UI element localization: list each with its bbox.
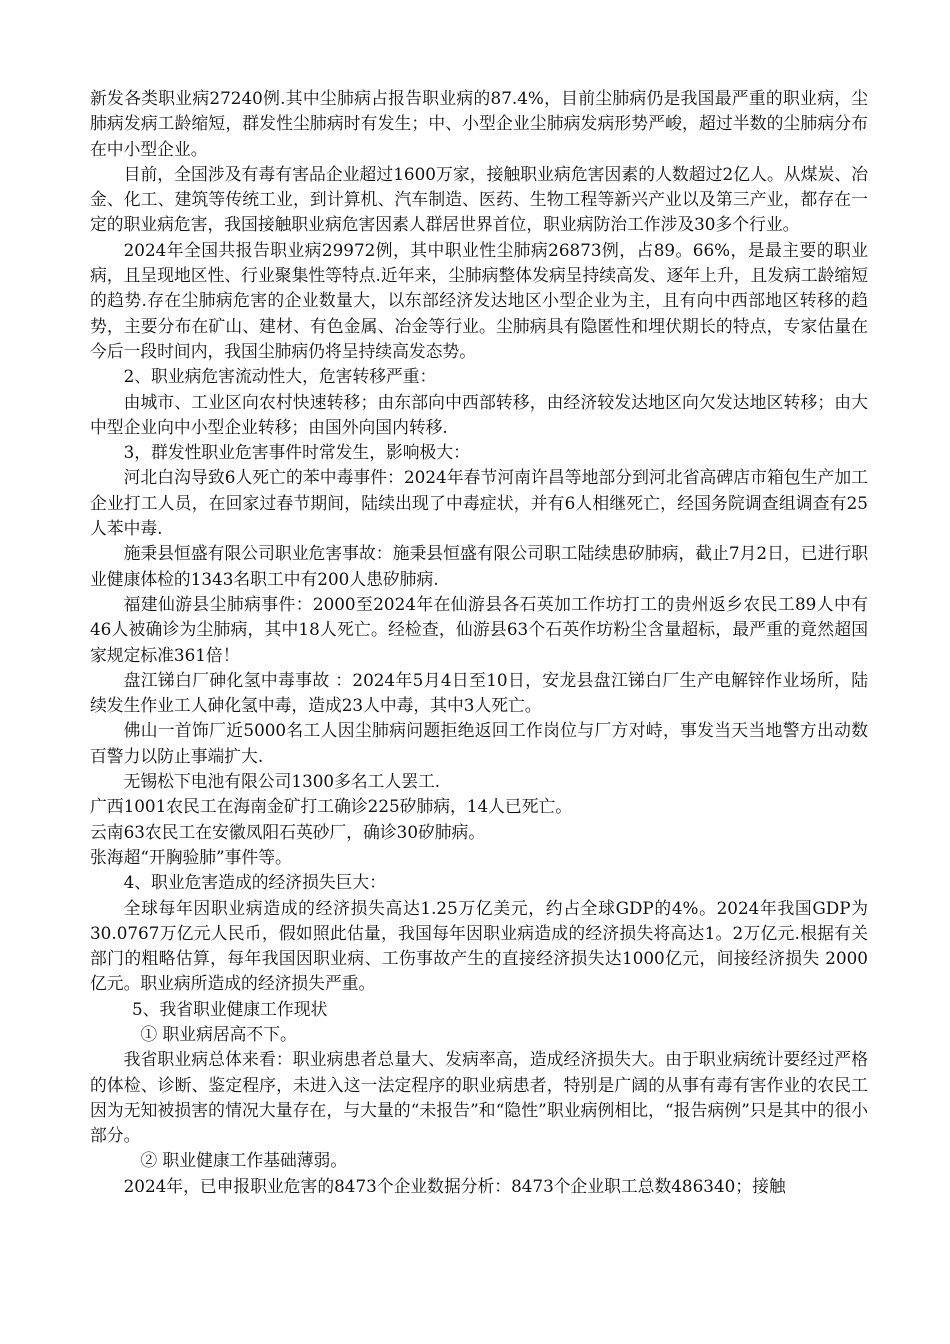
paragraph-hazard-transfer: 由城市、工业区向农村快速转移；由东部向中西部转移，由经济较发达地区向欠发达地区转移；由大中型企业向中小型企业转移；由国外向国内转移. bbox=[90, 391, 868, 437]
heading-province-status: 5、我省职业健康工作现状 bbox=[132, 998, 328, 1019]
paragraph-province-overview: 我省职业病总体来看：职业病患者总量大、发病率高，造成经济损失大。由于职业病统计要经过严格的体检、诊断、鉴定程序，未进入这一法定程序的职业病患者，特别是广阔的从事有毒有害作业的农民工因为无知被损害的情况大量存在，与大量的“未报告”和“隐性”职业病例相比，“报告病例”只是其中的很小部分。 bbox=[90, 1049, 868, 1146]
paragraph-foshan-incident: 佛山一首饰厂近5000名工人因尘肺病问题拒绝返回工作岗位与厂方对峙，事发当天当地警方出动数百警力以防止事端扩大. bbox=[90, 720, 868, 766]
heading-hazard-mobility: 2、职业病危害流动性大，危害转移严重： bbox=[123, 366, 437, 387]
subheading-high-incidence: ① 职业病居高不下。 bbox=[140, 1023, 297, 1044]
paragraph-zhang-haichao: 张海超“开胸验肺”事件等。 bbox=[90, 846, 292, 867]
heading-economic-loss: 4、职业危害造成的经济损失巨大： bbox=[123, 872, 386, 893]
paragraph-xianyou-incident: 福建仙游县尘肺病事件：2000至2024年在仙游县各石英加工作坊打工的贵州返乡农民工89人中有46人被确诊为尘肺病，其中18人死亡。经检查，仙游县63个石英作坊粉尘含量超标，最严重的竟然超国家规定标准361倍！ bbox=[90, 593, 868, 665]
paragraph-shibing-incident: 施秉县恒盛有限公司职业危害事故：施秉县恒盛有限公司职工陆续患矽肺病，截止7月2日，已进行职业健康体检的1343名职工中有200人患矽肺病. bbox=[90, 543, 868, 589]
paragraph-economic-loss: 全球每年因职业病造成的经济损失高达1.25万亿美元，约占全球GDP的4%。2024年我国GDP为30.0767万亿元人民币，假如照此估量，我国每年因职业病造成的经济损失将高达1。2万亿元.根据有关部门的粗略估算，每年我国因职业病、工伤事故产生的直接经济损失达1000亿元，间接经济损失 2000 亿元。职业病所造成的经济损失严重。 bbox=[90, 897, 868, 994]
paragraph-2024-report: 2024年全国共报告职业病29972例，其中职业性尘肺病26873例，占89。66%，是最主要的职业病，且呈现地区性、行业聚集性等特点.近年来，尘肺病整体发病呈持续高发、逐年上升，且发病工龄缩短的趋势.存在尘肺病危害的企业数量大，以东部经济发达地区小型企业为主，且有向中西部地区转移的趋势，主要分布在矿山、建材、有色金属、冶金等行业。尘肺病具有隐匿性和埋伏期长的特点，专家估量在今后一段时间内，我国尘肺病仍将呈持续高发态势。 bbox=[90, 239, 868, 361]
heading-group-incidents: 3，群发性职业危害事件时常发生，影响极大： bbox=[123, 442, 470, 463]
paragraph-intro-stats: 新发各类职业病27240例.其中尘肺病占报告职业病的87.4%，目前尘肺病仍是我国最严重的职业病，尘肺病发病工龄缩短，群发性尘肺病时有发生；中、小型企业尘肺病发病形势严峻，超过半数的尘肺病分布在中小型企业。 bbox=[90, 88, 868, 159]
paragraph-guangxi-case: 广西1001农民工在海南金矿打工确诊225矽肺病，14人已死亡。 bbox=[90, 796, 573, 817]
paragraph-2024-enterprise-data: 2024年，已申报职业危害的8473个企业数据分析：8473个企业职工总数486340；接触 bbox=[123, 1175, 786, 1196]
paragraph-panjiang-incident: 盘江锑白厂砷化氢中毒事故 ：2024年5月4日至10日，安龙县盘江锑白厂生产电解锌作业场所，陆续发生作业工人砷化氢中毒，造成23人中毒，其中3人死亡。 bbox=[90, 669, 868, 716]
paragraph-yunnan-case: 云南63农民工在安徽凤阳石英砂厂，确诊30矽肺病。 bbox=[90, 821, 486, 842]
subheading-weak-foundation: ② 职业健康工作基础薄弱。 bbox=[140, 1150, 348, 1171]
document-page bbox=[90, 86, 868, 1199]
paragraph-national-enterprises: 目前，全国涉及有毒有害品企业超过1600万家，接触职业病危害因素的人数超过2亿人。从煤炭、冶金、化工、建筑等传统工业，到计算机、汽车制造、医药、生物工程等新兴产业以及第三产业，都存在一定的职业病危害，我国接触职业病危害因素人群居世界首位，职业病防治工作涉及30多个行业。 bbox=[90, 163, 868, 235]
paragraph-baigou-incident: 河北白沟导致6人死亡的苯中毒事件：2024年春节河南许昌等地部分到河北省高碑店市箱包生产加工企业打工人员，在回家过春节期间，陆续出现了中毒症状，并有6人相继死亡，经国务院调查组调查有25人苯中毒. bbox=[90, 467, 868, 539]
paragraph-wuxi-strike: 无锡松下电池有限公司1300多名工人罢工. bbox=[123, 771, 441, 792]
